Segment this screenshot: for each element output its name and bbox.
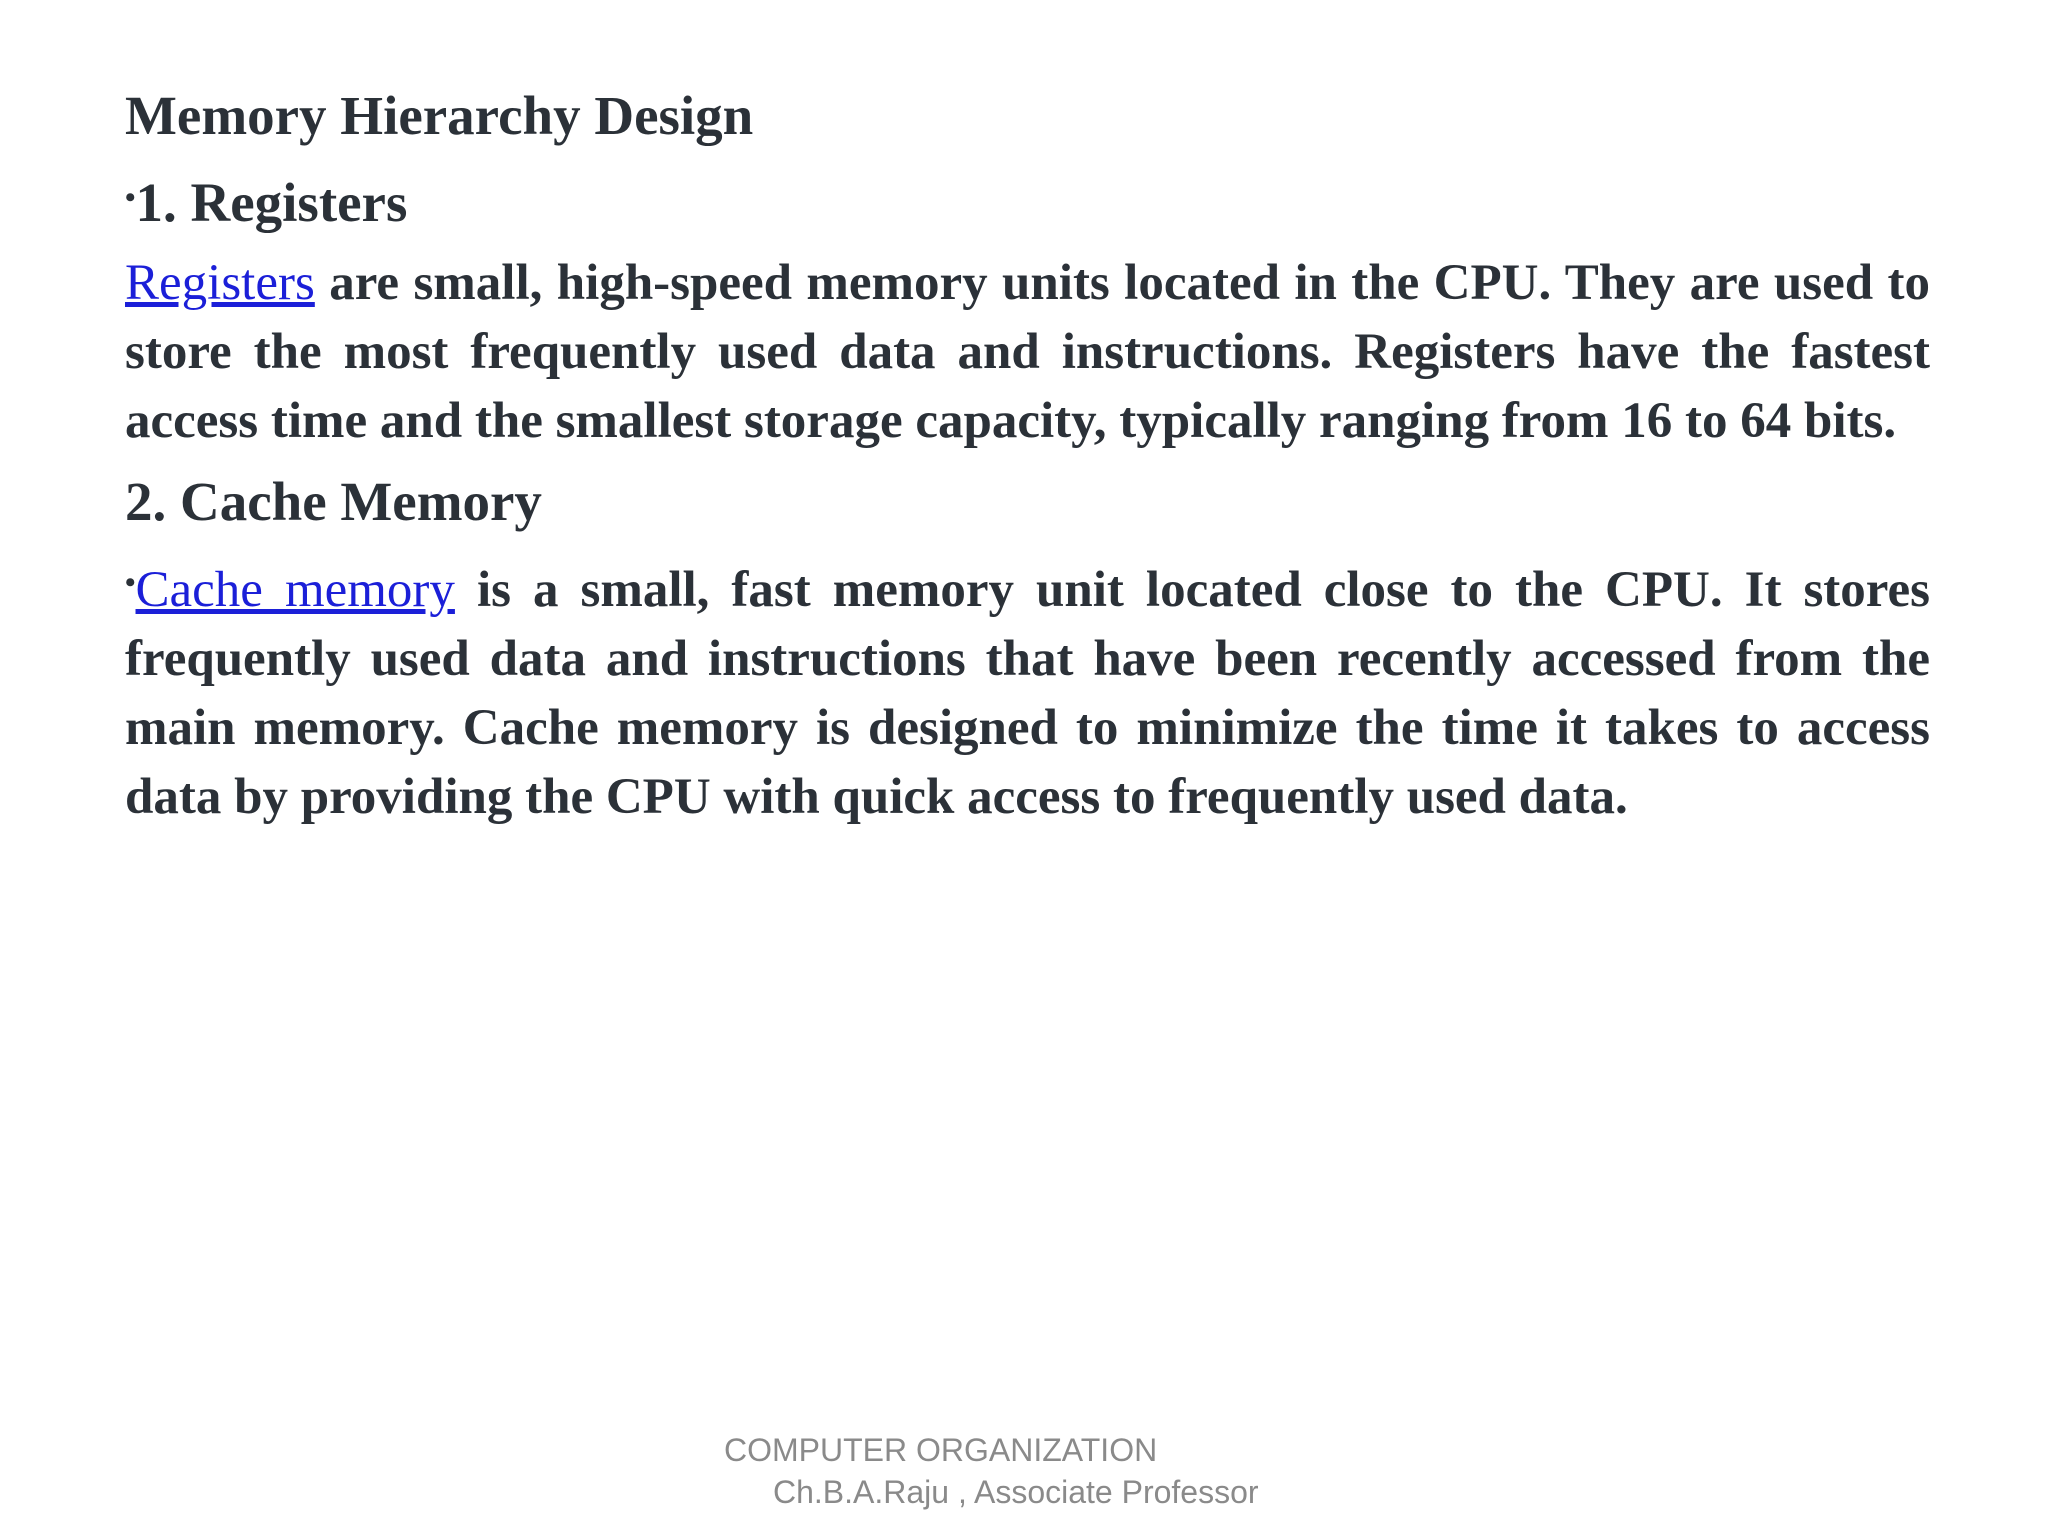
slide-content xyxy=(125,80,1930,842)
bullet: • xyxy=(125,566,136,599)
cache-paragraph xyxy=(125,548,1930,832)
cache-memory-link[interactable]: Cache memory xyxy=(135,562,455,618)
section-heading-registers-text: 1. Registers xyxy=(135,172,408,233)
cache-body-text: is a small, fast memory unit located close to the CPU. It stores frequently used data and instructions that have been recently accessed from the main memory. Cache memory is designed to minimize the time it takes to access data by providing the CPU with quick access to frequently used data. xyxy=(125,562,1930,825)
registers-body-text: are small, high-speed memory units located in the CPU. They are used to store the most frequently used data and instructions. Registers have the fastest access time and the smallest storage capacity, typically ranging from 16 to 64 bits. xyxy=(125,255,1930,449)
section-heading-registers xyxy=(125,162,1930,239)
section-heading-cache: 2. Cache Memory xyxy=(125,471,542,532)
registers-link[interactable]: Registers xyxy=(125,255,315,311)
bullet: • xyxy=(125,181,136,214)
registers-paragraph xyxy=(125,249,1930,456)
footer-author: Ch.B.A.Raju , Associate Professor xyxy=(773,1474,1259,1510)
footer-course: COMPUTER ORGANIZATION xyxy=(724,1432,1158,1468)
page-title: Memory Hierarchy Design xyxy=(125,85,754,146)
